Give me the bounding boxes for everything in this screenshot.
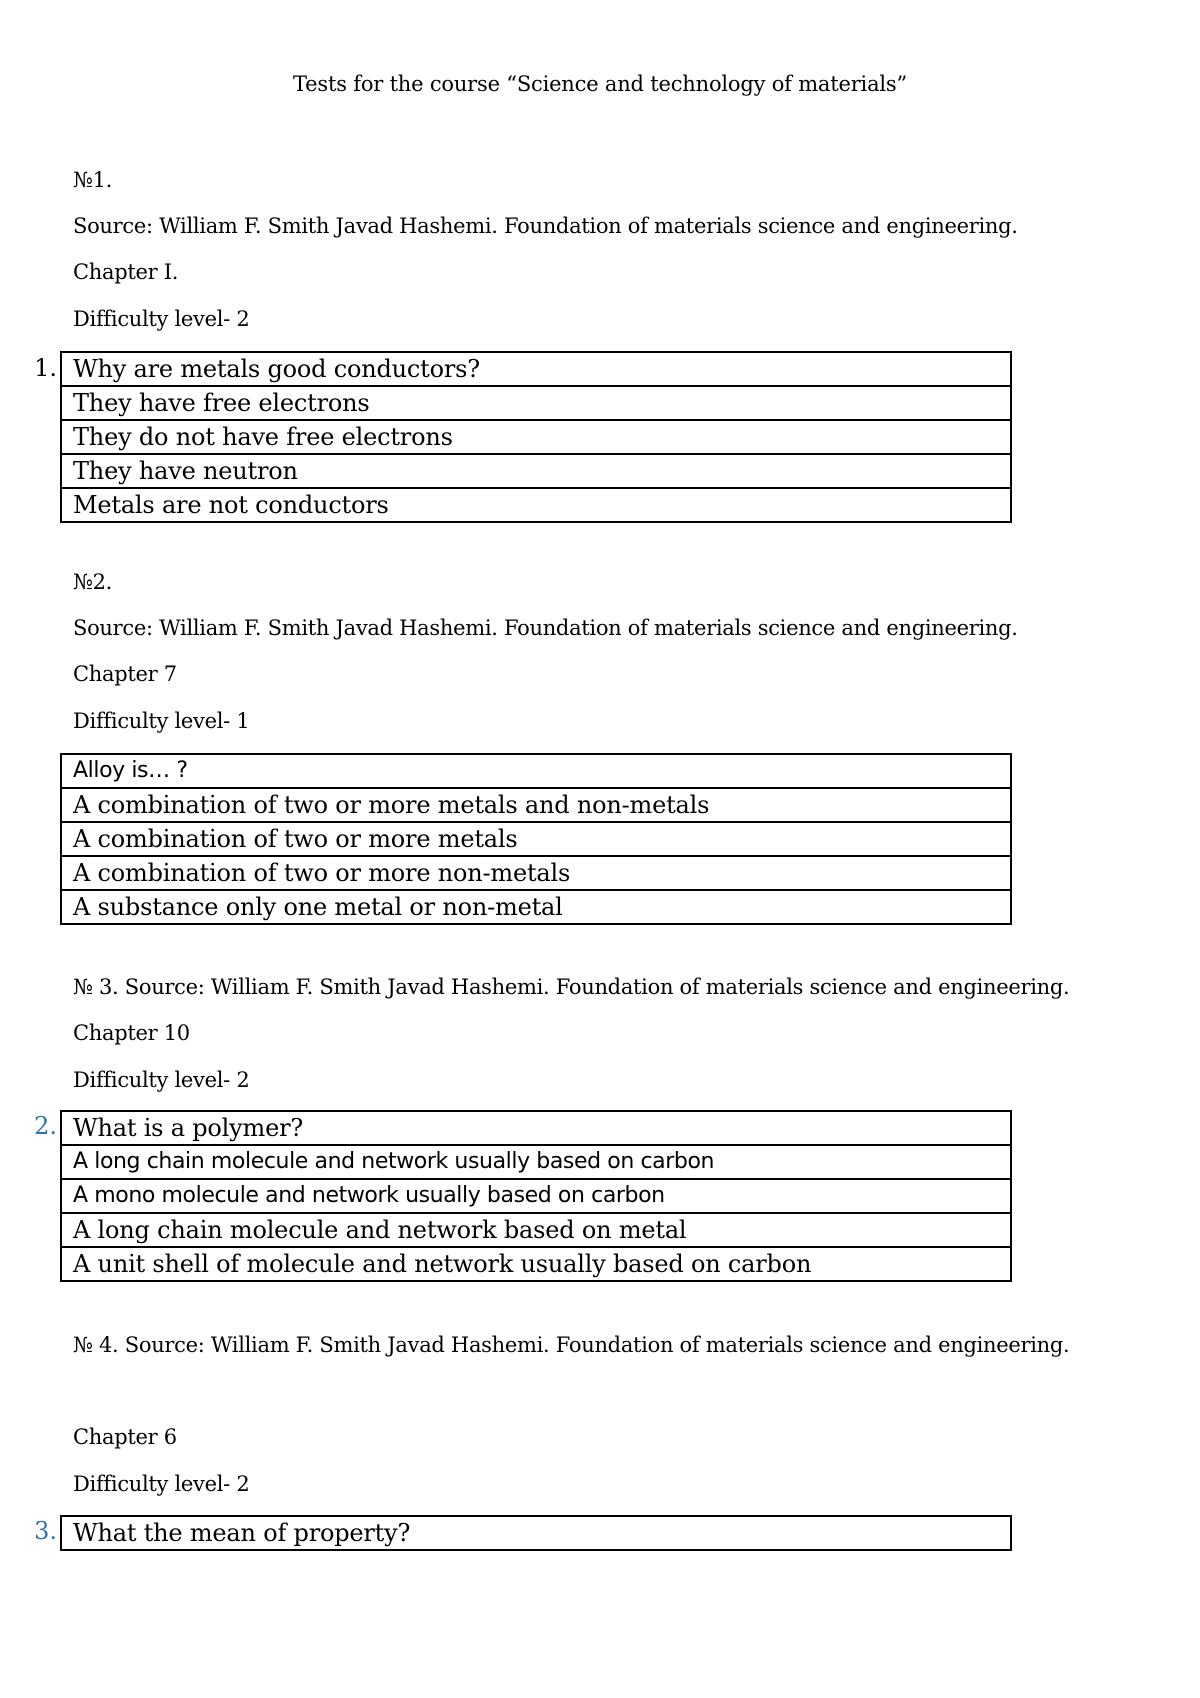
question-table-2 [60, 753, 1012, 925]
question-text: Why are metals good conductors? [62, 353, 1010, 387]
question-text: Alloy is… ? [62, 755, 1010, 789]
question-number-3: 3. [34, 1517, 57, 1545]
answer-option: They have free electrons [62, 387, 1010, 421]
question-table-1 [60, 351, 1012, 523]
test-chapter-1: Chapter I. [73, 260, 179, 284]
answer-option: Metals are not conductors [73, 491, 389, 519]
answer-option: A substance only one metal or non-metal [73, 893, 563, 921]
question-text: What is a polymer? [62, 1112, 1010, 1146]
question-table-4 [60, 1515, 1012, 1551]
answer-option: They do not have free electrons [62, 421, 1010, 455]
test-difficulty-1: Difficulty level- 2 [73, 307, 250, 331]
test-chapter-3: Chapter 10 [73, 1021, 190, 1045]
answer-option: A combination of two or more non-metals [62, 857, 1010, 891]
test-difficulty-3: Difficulty level- 2 [73, 1068, 250, 1092]
test-heading-1: №1. [73, 168, 113, 192]
test-chapter-4: Chapter 6 [73, 1425, 177, 1449]
answer-option: A long chain molecule and network usually based on carbon [62, 1146, 1010, 1180]
answer-option: A combination of two or more metals and non-metals [62, 789, 1010, 823]
page-title: Tests for the course “Science and technology of materials” [292, 72, 908, 96]
question-text: What the mean of property? [73, 1519, 411, 1547]
answer-option: A unit shell of molecule and network usually based on carbon [73, 1250, 812, 1278]
question-number-2: 2. [34, 1112, 57, 1140]
answer-option: A combination of two or more metals [62, 823, 1010, 857]
test-difficulty-2: Difficulty level- 1 [73, 709, 250, 733]
test-difficulty-4: Difficulty level- 2 [73, 1472, 250, 1496]
answer-option: A long chain molecule and network based on metal [62, 1214, 1010, 1248]
question-table-3 [60, 1110, 1012, 1282]
test-source-1: Source: William F. Smith Javad Hashemi. Foundation of materials science and engineering. [73, 214, 1018, 238]
test-chapter-2: Chapter 7 [73, 662, 177, 686]
question-number-1: 1. [34, 354, 57, 382]
test-source-2: Source: William F. Smith Javad Hashemi. Foundation of materials science and engineering. [73, 616, 1018, 640]
test-heading-2: №2. [73, 570, 113, 594]
answer-option: A mono molecule and network usually based on carbon [62, 1180, 1010, 1214]
test-heading-4: № 4. Source: William F. Smith Javad Hashemi. Foundation of materials science and engineering. [73, 1333, 1070, 1357]
test-heading-3: № 3. Source: William F. Smith Javad Hashemi. Foundation of materials science and engineering. [73, 975, 1070, 999]
answer-option: They have neutron [62, 455, 1010, 489]
